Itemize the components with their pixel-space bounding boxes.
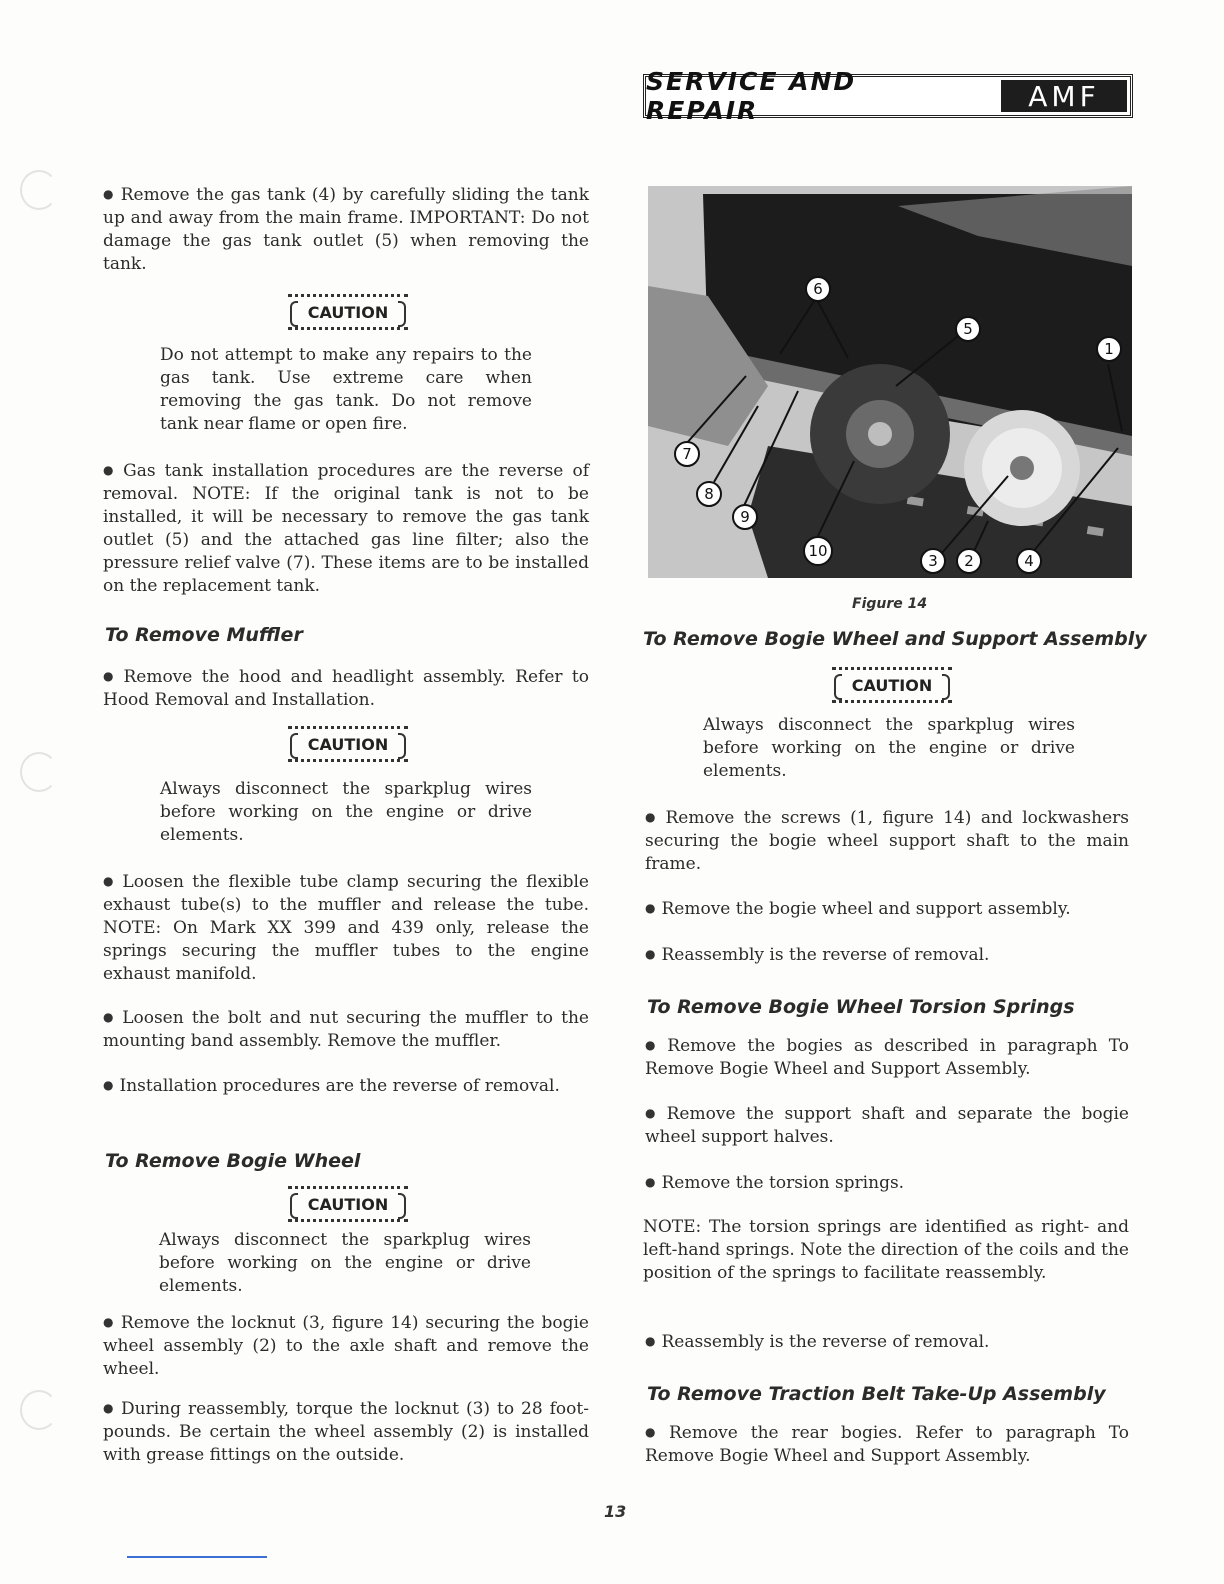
caution-badge: CAUTION [288,726,408,762]
bullet-icon: ● [103,187,115,201]
header-title: SERVICE AND REPAIR [646,67,857,125]
paragraph: ● Loosen the flexible tube clamp securing the flexible exhaust tube(s) to the muffler and release the tube. NOTE: On Mark XX 399 and 439 only, release the springs securing the muffler tubes to the engine exhaust manifold. [103,872,589,984]
bullet-icon: ● [645,901,656,915]
bullet-icon: ● [103,1078,114,1092]
binder-hole-mark [20,1390,58,1430]
bullet-icon: ● [103,1315,115,1329]
paragraph: ● Loosen the bolt and nut securing the muffler to the mounting band assembly. Remove the muffler. [103,1008,589,1051]
caution-text: Always disconnect the sparkplug wires before working on the engine or drive elements. [159,1230,531,1296]
paragraph: ● Remove the gas tank (4) by carefully sliding the tank up and away from the main frame. IMPORTANT: Do not damage the gas tank outlet (5) when removing the tank. [103,185,589,274]
paragraph: ● Remove the torsion springs. [645,1173,905,1193]
section-heading: To Remove Muffler [105,624,303,646]
bullet-icon: ● [103,874,117,888]
bullet-icon: ● [103,463,118,477]
figure-callout-4: 4 [1016,548,1042,574]
caution-badge: CAUTION [832,667,952,703]
paragraph: ● Remove the hood and headlight assembly. Refer to Hood Removal and Installation. [103,667,589,710]
figure-14-photo [648,186,1132,578]
figure-callout-10: 10 [803,536,833,566]
bullet-icon: ● [645,810,660,824]
caution-text: Always disconnect the sparkplug wires before working on the engine or drive elements. [703,715,1075,781]
bullet-icon: ● [645,1334,656,1348]
paragraph: ● Remove the locknut (3, figure 14) securing the bogie wheel assembly (2) to the axle shaft and remove the wheel. [103,1313,589,1379]
figure-callout-1: 1 [1096,336,1122,362]
caution-badge: CAUTION [288,294,408,330]
page-number: 13 [604,1502,627,1521]
bullet-icon: ● [103,1010,117,1024]
paragraph: ● During reassembly, torque the locknut (3) to 28 foot-pounds. Be certain the wheel assembly (2) is installed with grease fittings on the outside. [103,1399,589,1465]
amf-logo: AMF [1001,80,1127,112]
figure-callout-3: 3 [920,548,946,574]
paragraph: ● Remove the screws (1, figure 14) and lockwashers securing the bogie wheel support shaft to the main frame. [645,808,1129,874]
footer-rule [127,1556,267,1558]
caution-badge: CAUTION [288,1186,408,1222]
caution-text: Do not attempt to make any repairs to the gas tank. Use extreme care when removing the gas tank. Do not remove tank near flame or open fire. [160,345,532,434]
bullet-icon: ● [103,669,118,683]
paragraph: ● Installation procedures are the reverse of removal. [103,1076,560,1096]
section-heading: To Remove Traction Belt Take-Up Assembly [647,1383,1106,1405]
figure-callout-8: 8 [696,481,722,507]
paragraph: ● Remove the support shaft and separate the bogie wheel support halves. [645,1104,1129,1147]
figure-callout-2: 2 [956,548,982,574]
bullet-icon: ● [645,1038,662,1052]
paragraph: ● Remove the rear bogies. Refer to paragraph To Remove Bogie Wheel and Support Assembly. [645,1423,1129,1466]
section-heading: To Remove Bogie Wheel Torsion Springs [647,996,1075,1018]
bullet-icon: ● [645,1106,661,1120]
paragraph: ● Remove the bogie wheel and support assembly. [645,899,1071,919]
paragraph: ● Remove the bogies as described in paragraph To Remove Bogie Wheel and Support Assembly. [645,1036,1129,1079]
section-heading: To Remove Bogie Wheel and Support Assembly [643,628,1147,650]
binder-hole-mark [20,170,58,210]
binder-hole-mark [20,752,58,792]
caution-text: Always disconnect the sparkplug wires before working on the engine or drive elements. [160,779,532,845]
figure-callout-5: 5 [955,316,981,342]
paragraph: ● Reassembly is the reverse of removal. [645,1332,990,1352]
bullet-icon: ● [645,1175,656,1189]
bullet-icon: ● [103,1401,116,1415]
figure-caption: Figure 14 [852,596,928,612]
section-header [643,67,1133,125]
snowmobile-chassis-illustration [648,186,1132,578]
bullet-icon: ● [645,1425,663,1439]
paragraph: ● Reassembly is the reverse of removal. [645,945,990,965]
figure-callout-6: 6 [805,276,831,302]
figure-callout-9: 9 [732,504,758,530]
figure-callout-7: 7 [674,441,700,467]
section-heading: To Remove Bogie Wheel [105,1150,361,1172]
paragraph: ● Gas tank installation procedures are the reverse of removal. NOTE: If the original tank is not to be installed, it will be necessary to remove the gas tank outlet (5) and the attached gas line filter; also the pressure relief valve (7). These items are to be installed on the replacement tank. [103,461,589,596]
note-paragraph: NOTE: The torsion springs are identified as right- and left-hand springs. Note the direction of the coils and the position of the springs to facilitate reassembly. [643,1217,1129,1283]
bullet-icon: ● [645,947,656,961]
